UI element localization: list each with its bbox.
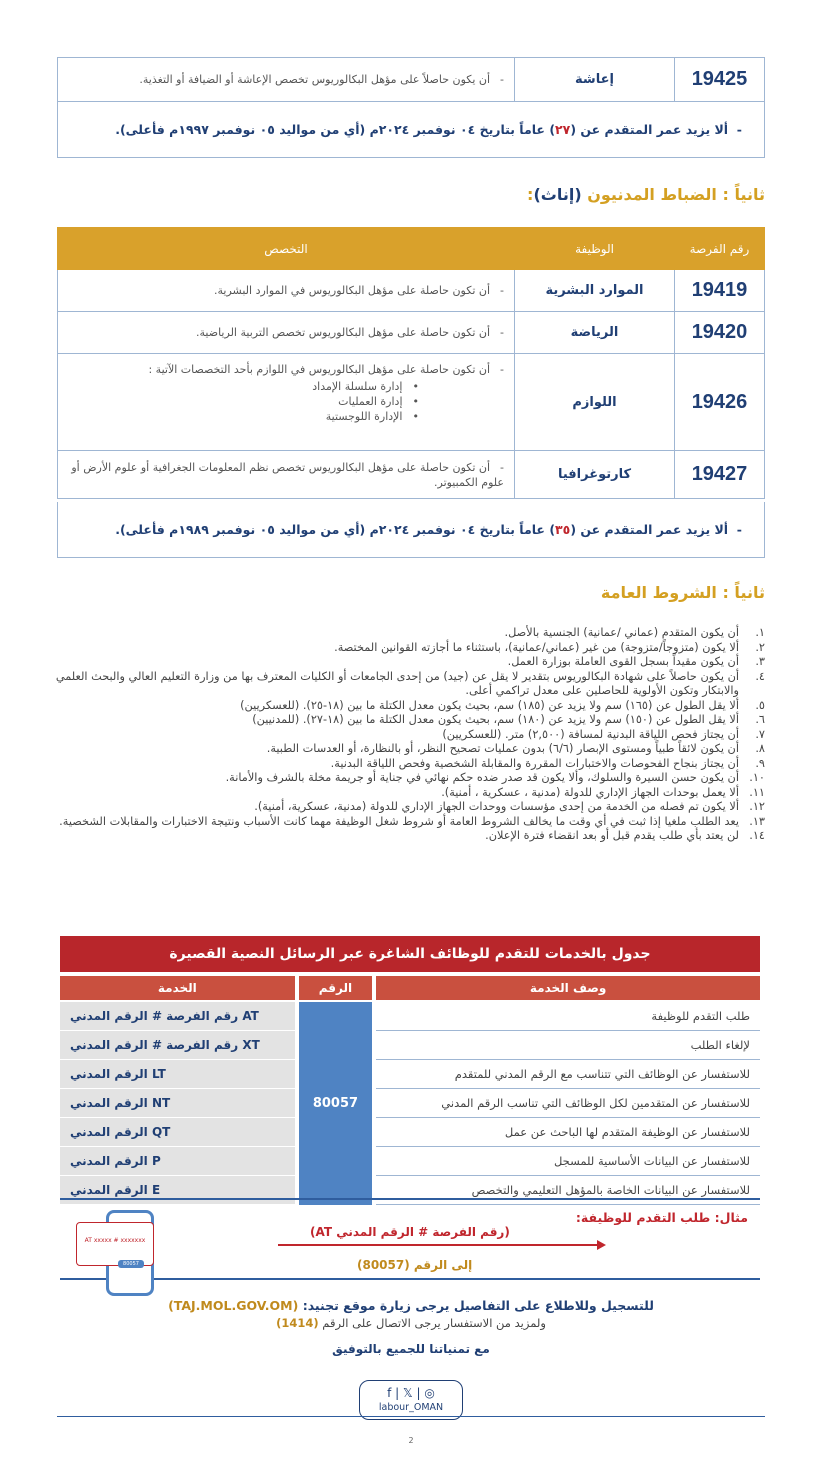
page-number: 2 (408, 1436, 414, 1445)
footer-phone-line: ولمزيد من الاستفسار يرجى الاتصال على الرقم (1414) (276, 1316, 546, 1330)
service-code: الرقم المدني NT (60, 1089, 295, 1118)
job-title: اللوازم (515, 354, 675, 451)
phone-number: (1414) (276, 1316, 319, 1330)
footer-wishes: مع تمنياتنا للجميع بالتوفيق (332, 1342, 490, 1356)
service-code: الرقم المدني E (60, 1176, 295, 1205)
age-note-number: ٣٥ (555, 522, 571, 537)
job-title: الرياضة (515, 312, 675, 354)
send-button-graphic: 80057 (118, 1260, 144, 1268)
specialization-text: أن يكون حاصلاً على مؤهل البكالوريوس تخصص الإعاشة أو الضيافة أو التغذية. (139, 73, 491, 86)
social-badge (359, 1380, 463, 1420)
list-item: ٣. أن يكون مقيداً بسجل القوى العاملة بوزارة العمل. (507, 655, 765, 668)
services-table-title: جدول بالخدمات للتقدم للوظائف الشاغرة عبر الرسائل النصية القصيرة (60, 936, 760, 972)
sms-bubble: AT xxxxx # xxxxxxx (76, 1222, 154, 1266)
section-title-text: ثانياً : الضباط المدنيون (581, 185, 765, 204)
age-note-pre: ألا يزيد عمر المتقدم عن ( (570, 122, 729, 137)
service-code: الرقم المدني LT (60, 1060, 295, 1089)
sub-item: •إدارة العمليات (338, 395, 419, 408)
example-label: مثال: طلب التقدم للوظيفة: (575, 1210, 748, 1225)
header-job: الوظيفة (515, 228, 675, 270)
list-item: ١٠. أن يكون حسن السيرة والسلوك، وألا يكون قد صدر ضده حكم نهائي في جناية أو جريمة مخلة بالشرف والأمانة. (225, 771, 765, 784)
list-item: ١٣. يعد الطلب ملغيا إذا ثبت في أي وقت ما يخالف الشروط العامة أو شروط شغل الوظيفة مهما كانت الأسباب ونتيجة الاختبارات والمقابلات الشخصية. (59, 814, 765, 828)
services-table (60, 976, 760, 1205)
specialization: -أن تكون حاصلة على مؤهل البكالوريوس تخصص التربية الرياضية. (58, 312, 515, 354)
sms-number: 80057 (299, 1002, 373, 1205)
table-row (58, 270, 765, 312)
service-code: رقم الفرصة # الرقم المدني XT (60, 1031, 295, 1060)
conditions-list (45, 626, 765, 844)
arrow-icon (278, 1244, 598, 1246)
service-code: الرقم المدني P (60, 1147, 295, 1176)
service-desc: طلب التقدم للوظيفة (376, 1002, 760, 1031)
job-title: إعاشة (515, 58, 675, 102)
specialization: -أن تكون حاصلة على مؤهل البكالوريوس في اللوازم بأحد التخصصات الآتية : •إدارة سلسلة الإمداد •إدارة العمليات •الإدارة اللوجستية (58, 354, 515, 451)
specialization-text: أن تكون حاصلة على مؤهل البكالوريوس تخصص التربية الرياضية. (196, 326, 491, 339)
specialization-text: أن تكون حاصلة على مؤهل البكالوريوس في اللوازم بأحد التخصصات الآتية : (148, 363, 491, 376)
section-title-civil-officers (527, 185, 765, 204)
service-column (60, 1002, 295, 1205)
table-row (58, 312, 765, 354)
service-code: الرقم المدني QT (60, 1118, 295, 1147)
list-item: ١٤. لن يعتد بأي طلب يقدم قبل أو بعد انقضاء فترة الإعلان. (485, 829, 765, 842)
service-desc: للاستفسار عن المتقدمين لكل الوظائف التي تناسب الرقم المدني (376, 1089, 760, 1118)
header-number: الرقم (299, 976, 373, 1000)
desc-column (376, 1002, 760, 1205)
list-item: ١. أن يكون المتقدم (عماني /عمانية) الجنسية بالأصل. (504, 626, 765, 639)
example-format: (رقم الفرصة # الرقم المدني AT) (310, 1225, 510, 1239)
sub-list (68, 379, 504, 424)
header-desc: وصف الخدمة (376, 976, 760, 1000)
opportunity-number: 19426 (675, 354, 765, 451)
list-item: ٨. أن يكون لائقاً طبياً ومستوى الإبصار (٦/٦) بدون عمليات تصحيح النظر، أو بالنظارة، أو العدسات الطبية. (266, 742, 765, 755)
service-desc: للاستفسار عن الوظيفة المتقدم لها الباحث عن عمل (376, 1118, 760, 1147)
service-desc: للاستفسار عن البيانات الأساسية للمسجل (376, 1147, 760, 1176)
age-note: - ألا يزيد عمر المتقدم عن (٣٥) عاماً بتاريخ ٠٤ نوفمبر ٢٠٢٤م (أي من مواليد ٠٥ نوفمبر ١٩٨٩م فأعلى). (57, 502, 765, 558)
example-box (60, 1198, 760, 1280)
section-title-females: (إناث) (533, 185, 582, 204)
services-body (60, 1002, 760, 1205)
age-note-number: ٢٧ (555, 122, 571, 137)
job-title: كارتوغرافيا (515, 451, 675, 499)
table-header (58, 228, 765, 270)
age-note: - ألا يزيد عمر المتقدم عن (٢٧) عاماً بتاريخ ٠٤ نوفمبر ٢٠٢٤م (أي من مواليد ٠٥ نوفمبر ١٩٩٧م فأعلى). (57, 102, 765, 158)
list-item: ٢. ألا يكون (متزوجاً/متزوجة) من غير (عماني/عمانية)، باستثناء ما أجازته القوانين المختصة. (334, 640, 765, 654)
specialization-text: أن تكون حاصلة على مؤهل البكالوريوس تخصص نظم المعلومات الجغرافية أو علوم الأرض أو علوم الكمبيوتر. (71, 460, 504, 489)
specialization: -أن تكون حاصلة على مؤهل البكالوريوس تخصص نظم المعلومات الجغرافية أو علوم الأرض أو علوم الكمبيوتر. (58, 451, 515, 499)
age-note-pre: ألا يزيد عمر المتقدم عن ( (570, 522, 729, 537)
list-item: ٤. أن يكون حاصلاً على شهادة البكالوريوس بتقدير لا يقل عن (جيد) من إحدى الجامعات أو الكليات المعترف بها من وزارة التعليم العالي والبحث العلمي والابتكار وتكون الأولوية للحاصلين على معدل تراكمي أعلى. (55, 669, 765, 697)
social-icons: f | 𝕏 | ◎ (387, 1386, 435, 1400)
opportunity-number: 19419 (675, 270, 765, 312)
list-item: ٧. أن يجتاز فحص اللياقة البدنية لمسافة (٢,٥٠٠) متر. (للعسكريين) (442, 727, 765, 741)
section-title-general-conditions: ثانياً : الشروط العامة (600, 583, 765, 602)
social-handle: labour_OMAN (378, 1402, 444, 1413)
divider (57, 1416, 765, 1417)
specialization: -أن يكون حاصلاً على مؤهل البكالوريوس تخصص الإعاشة أو الضيافة أو التغذية. (58, 58, 515, 102)
sub-item: •الإدارة اللوجستية (325, 410, 419, 423)
specialization-text: أن تكون حاصلة على مؤهل البكالوريوس في الموارد البشرية. (214, 284, 491, 297)
list-item: ٥. ألا يقل الطول عن (١٦٥) سم ولا يزيد عن (١٨٥) سم، بحيث يكون معدل الكتلة ما بين (١٨-٢٥). (للعسكريين) (240, 698, 765, 712)
service-desc: لإلغاء الطلب (376, 1031, 760, 1060)
table-row (58, 354, 765, 451)
services-header (60, 976, 760, 1000)
list-item: ١١. ألا يعمل بوحدات الجهاز الإداري للدولة (مدنية ، عسكرية ، أمنية). (441, 785, 765, 799)
age-note-post: ) عاماً بتاريخ ٠٤ نوفمبر ٢٠٢٤م (أي من مواليد ٠٥ نوفمبر ١٩٩٧م فأعلى). (115, 122, 556, 137)
table-row (58, 451, 765, 499)
opportunity-number: 19425 (675, 58, 765, 102)
service-desc: للاستفسار عن البيانات الخاصة بالمؤهل التعليمي والتخصص (376, 1176, 760, 1205)
table-row (58, 58, 765, 102)
section-title-colon: : (527, 185, 534, 204)
age-note-post: ) عاماً بتاريخ ٠٤ نوفمبر ٢٠٢٤م (أي من مواليد ٠٥ نوفمبر ١٩٨٩م فأعلى). (115, 522, 556, 537)
header-spec: التخصص (58, 228, 515, 270)
opportunity-number: 19427 (675, 451, 765, 499)
job-title: الموارد البشرية (515, 270, 675, 312)
opportunity-number: 19420 (675, 312, 765, 354)
specialization: -أن تكون حاصلة على مؤهل البكالوريوس في الموارد البشرية. (58, 270, 515, 312)
header-service: الخدمة (60, 976, 295, 1000)
list-item: ٩. أن يجتاز بنجاح الفحوصات والاختبارات المقررة والمقابلة الشخصية وفحص اللياقة البدنية. (330, 756, 765, 770)
table-civil-officers (57, 227, 765, 499)
list-item: ١٢. ألا يكون تم فصله من الخدمة من إحدى مؤسسات ووحدات الجهاز الإداري للدولة (مدنية، عسكرية، أمنية). (254, 800, 765, 813)
list-item: ٦. ألا يقل الطول عن (١٥٠) سم ولا يزيد عن (١٨٠) سم، بحيث يكون معدل الكتلة ما بين (١٨-٢٧). (للمدنيين) (252, 713, 765, 726)
header-number: رقم الفرصة (675, 228, 765, 270)
example-to-number: إلى الرقم (80057) (357, 1258, 473, 1272)
footer-website-line: للتسجيل وللاطلاع على التفاصيل يرجى زيارة موقع تجنيد: (TAJ.MOL.GOV.OM) (168, 1298, 654, 1313)
table-top (57, 57, 765, 102)
sub-item: •إدارة سلسلة الإمداد (312, 380, 419, 393)
website-link[interactable]: (TAJ.MOL.GOV.OM) (168, 1298, 299, 1313)
service-code: رقم الفرصة # الرقم المدني AT (60, 1002, 295, 1031)
service-desc: للاستفسار عن الوظائف التي تتناسب مع الرقم المدني للمتقدم (376, 1060, 760, 1089)
